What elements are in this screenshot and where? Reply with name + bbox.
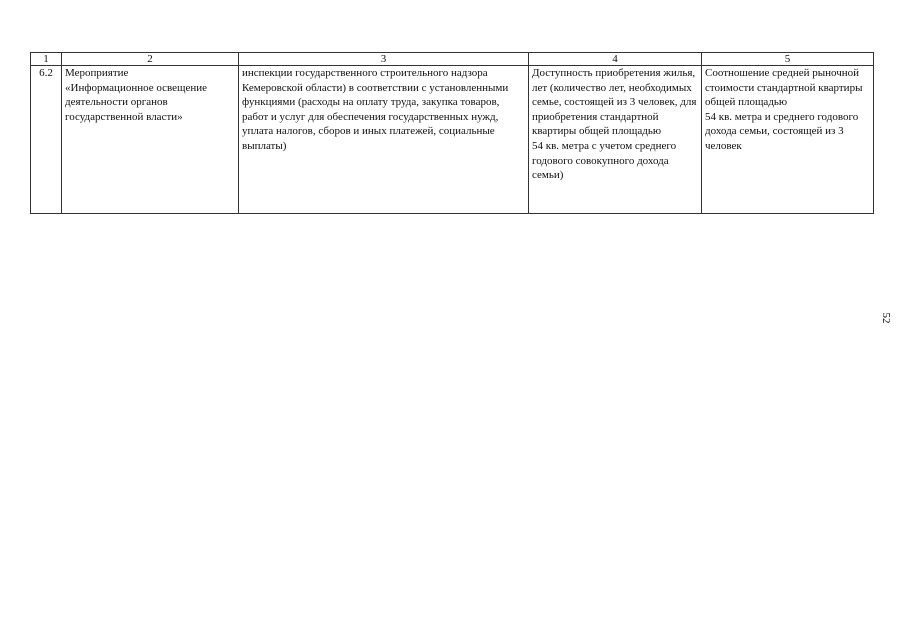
indicator-cell: Доступность приобретения жилья, лет (количество лет, необходимых семье, состоящей из 3 человек, для приобретения стандартной квартиры общей площадью 54 кв. метра с учетом среднего годового совокупного дохода семьи) xyxy=(529,66,702,214)
activity-cell: Мероприятие «Информационное освещение деятельности органов государственной власти» xyxy=(62,66,239,214)
program-table xyxy=(30,52,874,214)
column-header-1: 1 xyxy=(31,53,62,66)
column-header-4: 4 xyxy=(529,53,702,66)
column-header-2: 2 xyxy=(62,53,239,66)
column-header-3: 3 xyxy=(239,53,529,66)
column-number-row xyxy=(31,53,874,66)
row-number-cell: 6.2 xyxy=(31,66,62,214)
description-cell: инспекции государственного строительного надзора Кемеровской области) в соответствии с установленными функциями (расходы на оплату труда, закупка товаров, работ и услуг для обеспечения государственных нужд, уплата налогов, сборов и иных платежей, социальные выплаты) xyxy=(239,66,529,214)
page-number: 52 xyxy=(880,312,892,324)
table-row xyxy=(31,66,874,214)
column-header-5: 5 xyxy=(702,53,874,66)
formula-cell: Соотношение средней рыночной стоимости стандартной квартиры общей площадью 54 кв. метра и среднего годового дохода семьи, состоящей из 3 человек xyxy=(702,66,874,214)
